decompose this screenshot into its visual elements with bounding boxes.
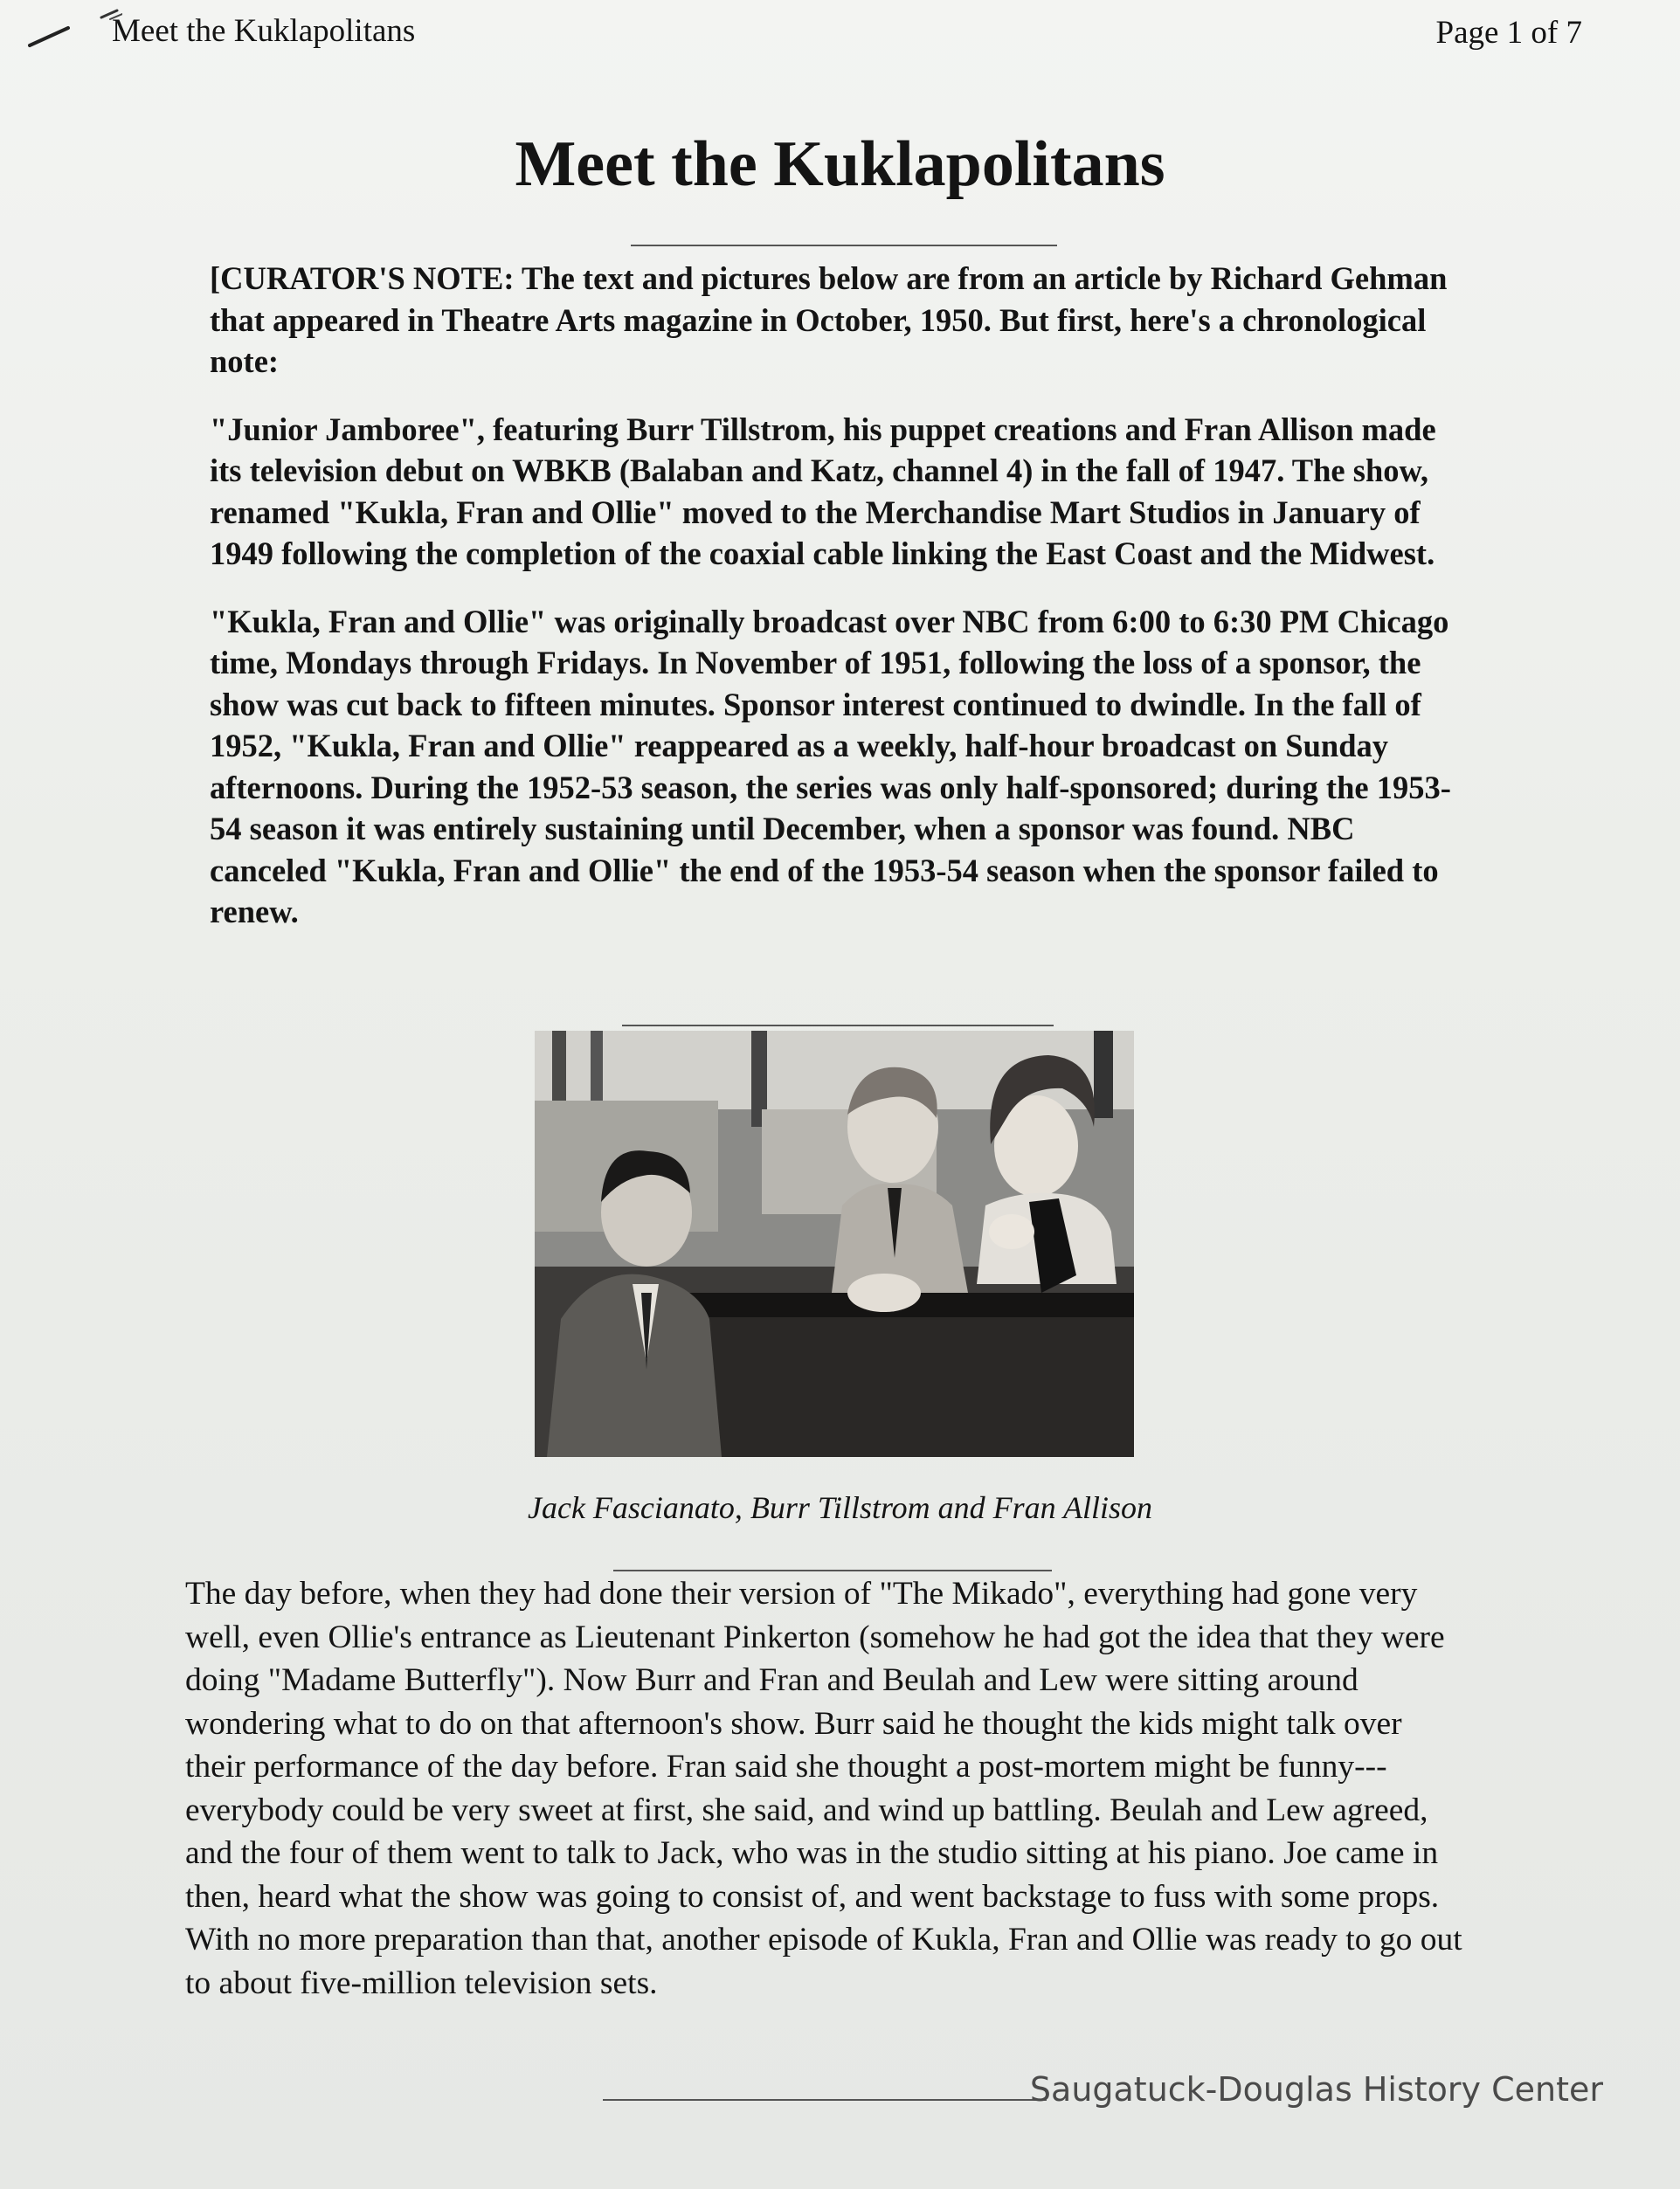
curator-note [210,258,1468,959]
photo-caption: Jack Fascianato, Burr Tillstrom and Fran Allison [527,1490,1152,1525]
divider [622,1025,1054,1026]
curator-note-paragraph: "Junior Jamboree", featuring Burr Tillstrom, his puppet creations and Fran Allison made its television debut on WBKB (Balaban and Katz, channel 4) in the fall of 1947. The show, renamed "Kukla, Fran and Ollie" moved to the Merchandise Mart Studios in January of 1949 following the completion of the coaxial cable linking the East Coast and the Midwest. [210,411,1436,571]
header-title: Meet the Kuklapolitans [112,13,416,49]
article-body: The day before, when they had done their version of "The Mikado", everything had gone very well, even Ollie's entrance as Lieutenant Pinkerton (somehow he had got the idea that they were doing "Madame Butterfly"). Now Burr and Fran and Beulah and Lew were sitting around wondering what to do on that afternoon's show. Burr said he thought the kids might talk over their performance of the day before. Fran said she thought a post-mortem might be funny---everybody could be very sweet at first, she said, and wind up battling. Beulah and Lew agreed, and the four of them went to talk to Jack, who was in the studio sitting at his piano. Joe came in then, heard what the show was going to consist of, and went backstage to fuss with some props. With no more preparation than that, another episode of Kukla, Fran and Ollie was ready to go out to about five-million television sets. [185,1576,1462,2001]
divider [603,2099,1047,2101]
curator-note-paragraph: "Kukla, Fran and Ollie" was originally broadcast over NBC from 6:00 to 6:30 PM Chicago time, Mondays through Fridays. In November of 1951, following the loss of a sponsor, the show was cut back to fifteen minutes. Sponsor interest continued to dwindle. In the fall of 1952, "Kukla, Fran and Ollie" reappeared as a weekly, half-hour broadcast on Sunday afternoons. During the 1952-53 season, the series was only half-sponsored; during the 1953-54 season it was entirely sustaining until December, when a sponsor was found. NBC canceled "Kukla, Fran and Ollie" the end of the 1953-54 season when the sponsor failed to renew. [210,603,1451,929]
page-title: Meet the Kuklapolitans [515,128,1165,200]
page-number: Page 1 of 7 [1435,15,1582,51]
pen-mark [26,7,122,51]
watermark: Saugatuck-Douglas History Center [1029,2070,1603,2109]
divider [613,1570,1052,1571]
divider [631,245,1057,246]
photograph [535,1031,1134,1457]
curator-note-paragraph: [CURATOR'S NOTE: The text and pictures below are from an article by Richard Gehman that appeared in Theatre Arts magazine in October, 1950. But first, here's a chronological note: [210,260,1448,379]
